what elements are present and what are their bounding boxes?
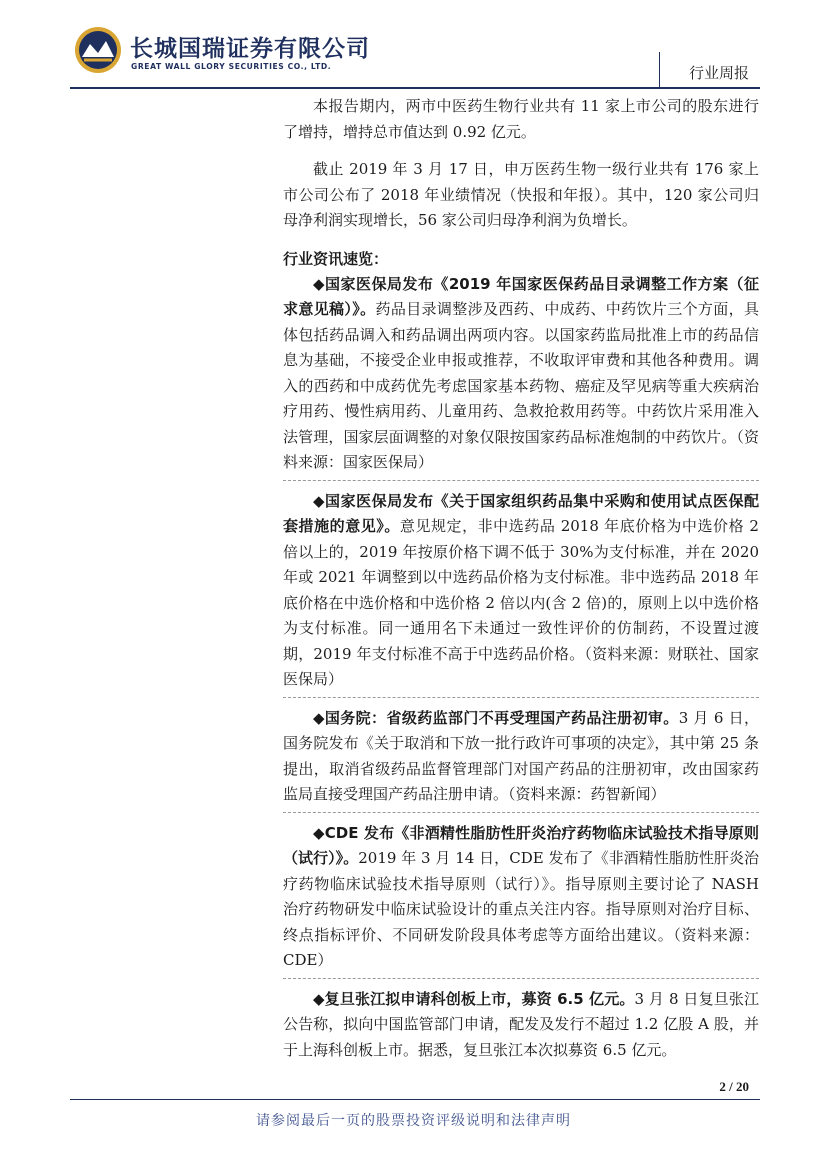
news-item [283,489,759,693]
header-divider [70,87,760,89]
brand-name-cn: 长城国瑞证券有限公司 [130,36,370,62]
page-header [0,0,827,100]
news-headline: ◆国家医保局发布《2019 年国家医保药品目录调整工作方案（征求意见稿）》。 [283,274,759,318]
news-divider [283,812,759,813]
news-item [283,987,759,1064]
news-body: 2019 年 3 月 14 日，CDE 发布了《非酒精性脂肪性肝炎治疗药物临床试验技术指导原则（试行）》。指导原则主要讨论了 NASH 治疗药物研发中临床试验设计的重点关注内容。指导原则对治疗目标、终点指标评价、不同研发阶段具体考虑等方面给出建议。（资料来源：CDE） [283,849,759,969]
news-divider [283,978,759,979]
section-title: 行业资讯速览： [283,249,389,268]
footer-divider [70,1099,760,1100]
document-type: 行业周报 [688,64,749,82]
intro-paragraph: 截止 2019 年 3 月 17 日，申万医药生物一级行业共有 176 家上市公司公布了 2018 年业绩情况（快报和年报）。其中，120 家公司归母净利润实现增长，56 家公司归母净利润为负增长。 [283,160,759,229]
brand-name-en: GREAT WALL GLORY SECURITIES CO., LTD. [131,62,332,71]
news-body: 药品目录调整涉及西药、中成药、中药饮片三个方面，具体包括药品调入和药品调出两项内容。以国家药监局批准上市的药品信息为基础，不接受企业申报或推荐，不收取评审费和其他各种费用。调入的西药和中成药优先考虑国家基本药物、癌症及罕见病等重大疾病治疗用药、慢性病用药、儿童用药、急救抢救用药等。中药饮片采用准入法管理，国家层面调整的对象仅限按国家药品标准炮制的中药饮片。（资料来源：国家医保局） [283,300,759,471]
news-body: 3 月 8 日复旦张江公告称，拟向中国监管部门申请，配发及发行不超过 1.2 亿股 A 股，并于上海科创板上市。据悉，复旦张江本次拟募资 6.5 亿元。 [283,989,759,1059]
page-number: 2 / 20 [719,1079,749,1094]
great-wall-logo-icon [74,26,122,74]
news-divider [283,697,759,698]
news-headline: ◆国家医保局发布《关于国家组织药品集中采购和使用试点医保配套措施的意见》。 [283,491,759,535]
intro-paragraph: 本报告期内，两市中医药生物行业共有 11 家上市公司的股东进行了增持，增持总市值达到 0.92 亿元。 [283,97,759,141]
news-body: 3 月 6 日，国务院发布《关于取消和下放一批行政许可事项的决定》，其中第 25 条提出，取消省级药品监督管理部门对国产药品的注册初审，改由国家药监局直接受理国产药品注册申请。（资料来源：药智新闻） [283,708,759,803]
legal-disclaimer-link: 请参阅最后一页的股票投资评级说明和法律声明 [256,1113,571,1129]
news-item [283,706,759,808]
news-headline: ◆复旦张江拟申请科创板上市，募资 6.5 亿元。 [313,989,635,1008]
news-body: 意见规定，非中选药品 2018 年底价格为中选价格 2 倍以上的，2019 年按原价格下调不低于 30%为支付标准，并在 2020 年或 2021 年调整到以中选药品价格为支付标准。非中选药品 2018 年底价格在中选价格和中选价格 2 倍以内(含 2 倍)的，原则上以中选价格为支付标准。同一通用名下未通过一致性评价的仿制药，不设置过渡期，2019 年支付标准不高于中选药品价格。（资料来源：财联社、国家医保局） [283,517,759,688]
news-item [283,272,759,476]
report-body [283,94,759,1063]
news-divider [283,480,759,481]
news-item [283,821,759,974]
news-headline: ◆国务院：省级药监部门不再受理国产药品注册初审。 [313,708,679,727]
news-headline: ◆CDE 发布《非酒精性脂肪性肝炎治疗药物临床试验技术指导原则（试行）》。 [283,823,759,867]
header-divider-vertical [659,52,660,87]
